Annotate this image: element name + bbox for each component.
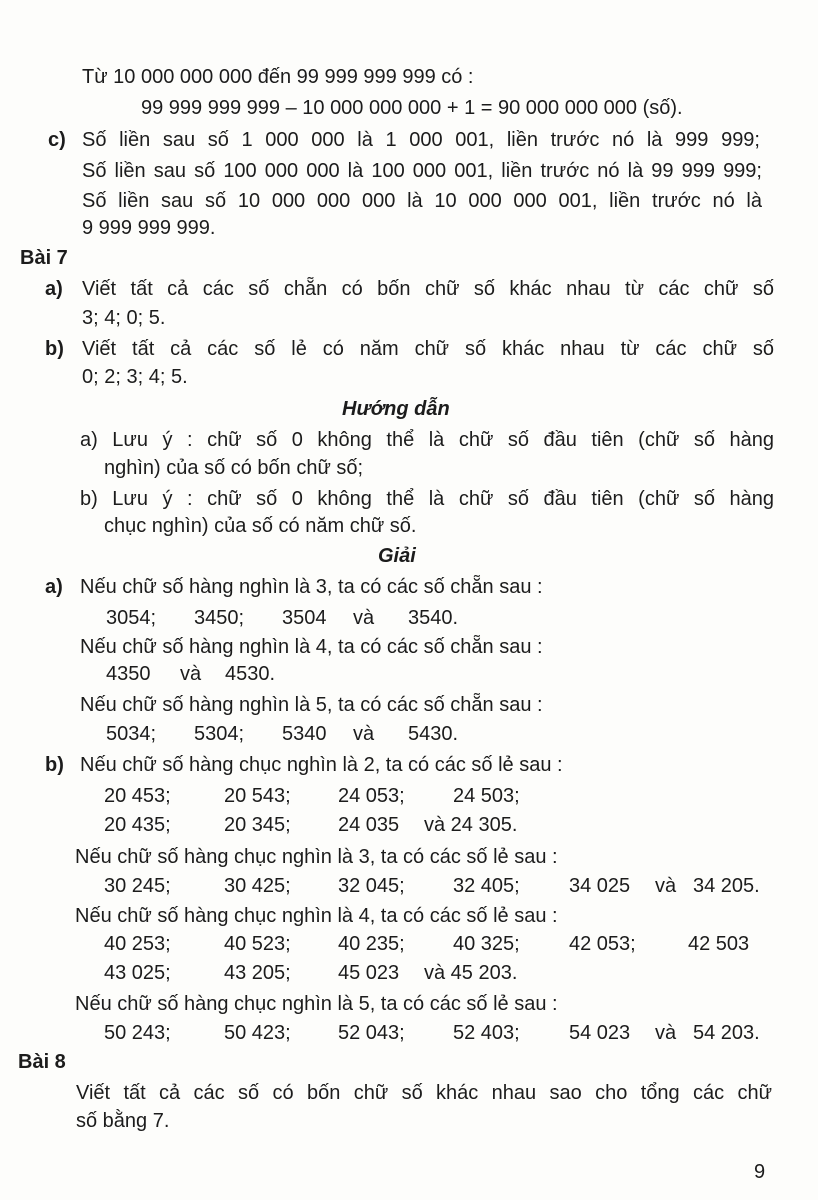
intro-line: Từ 10 000 000 000 đến 99 999 999 999 có : [82,66,474,88]
number: 5304; [194,723,245,745]
number: 50 423; [224,1022,291,1044]
guide-a-line-2: nghìn) của số có bốn chữ số; [104,457,364,479]
number: và 45 203. [424,962,518,984]
number: 5034; [106,723,157,745]
number: 40 253; [104,933,171,955]
bai8-line-1: Viết tất cả các số có bốn chữ số khác nhau sao cho tổng các chữ [76,1082,772,1104]
guide-b-line-1: b) Lưu ý : chữ số 0 không thể là chữ số đầu tiên (chữ số hàng [80,488,774,510]
conjunction: và [655,875,677,897]
number: 34 025 [569,875,631,897]
sol-a-group-4-text: Nếu chữ số hàng nghìn là 4, ta có các số chẵn sau : [80,636,543,658]
number: 24 503; [453,785,520,807]
bai8-title: Bài 8 [18,1051,66,1073]
number: 40 325; [453,933,520,955]
sol-b-group-5-text: Nếu chữ số hàng chục nghìn là 5, ta có các số lẻ sau : [75,993,558,1015]
number: 30 425; [224,875,291,897]
number: 32 045; [338,875,405,897]
number: 24 035 [338,814,400,836]
c-line-4: 9 999 999 999. [82,217,216,239]
guide-heading: Hướng dẫn [342,398,450,420]
c-line-2: Số liền sau số 100 000 000 là 100 000 001, liền trước nó là 99 999 999; [82,160,762,182]
conjunction: và [655,1022,677,1044]
item-c-label: c) [48,129,66,151]
bai7-b-label: b) [45,338,64,360]
number: 42 503 [688,933,750,955]
number: 4530. [225,663,276,685]
sol-b-group-4-text: Nếu chữ số hàng chục nghìn là 4, ta có các số lẻ sau : [75,905,558,927]
bai7-a-line-2: 3; 4; 0; 5. [82,307,166,329]
sol-b-label: b) [45,754,64,776]
bai7-b-line-1: Viết tất cả các số lẻ có năm chữ số khác nhau từ các chữ số [82,338,774,360]
number: 42 053; [569,933,636,955]
number: 30 245; [104,875,171,897]
number: 40 523; [224,933,291,955]
number: 40 235; [338,933,405,955]
number: 45 023 [338,962,400,984]
sol-a-group-3-text: Nếu chữ số hàng nghìn là 3, ta có các số chẵn sau : [80,576,543,598]
number: 20 453; [104,785,171,807]
number: 3450; [194,607,245,629]
sol-b-group-2-text: Nếu chữ số hàng chục nghìn là 2, ta có các số lẻ sau : [80,754,563,776]
sol-b-group-3-text: Nếu chữ số hàng chục nghìn là 3, ta có các số lẻ sau : [75,846,558,868]
guide-b-line-2: chục nghìn) của số có năm chữ số. [104,515,417,537]
number: 52 403; [453,1022,520,1044]
number: 4350 [106,663,151,685]
number: 5430. [408,723,459,745]
bai7-title: Bài 7 [20,247,68,269]
number: 32 405; [453,875,520,897]
number: 20 435; [104,814,171,836]
guide-a-line-1: a) Lưu ý : chữ số 0 không thể là chữ số đầu tiên (chữ số hàng [80,429,774,451]
sol-a-group-5-text: Nếu chữ số hàng nghìn là 5, ta có các số chẵn sau : [80,694,543,716]
c-line-1: Số liền sau số 1 000 000 là 1 000 001, liền trước nó là 999 999; [82,129,760,151]
number: 3054; [106,607,157,629]
number: và 24 305. [424,814,518,836]
c-line-3: Số liền sau số 10 000 000 000 là 10 000 000 001, liền trước nó là [82,190,762,212]
number: 52 043; [338,1022,405,1044]
number: 5340 [282,723,327,745]
number: 50 243; [104,1022,171,1044]
page-number: 9 [754,1161,766,1183]
bai7-a-label: a) [45,278,63,300]
number: 43 205; [224,962,291,984]
number: 20 543; [224,785,291,807]
bai8-line-2: số bằng 7. [76,1110,170,1132]
number: 3504 [282,607,327,629]
bai7-a-line-1: Viết tất cả các số chẵn có bốn chữ số khác nhau từ các chữ số [82,278,774,300]
conjunction: và [180,663,202,685]
number: 24 053; [338,785,405,807]
conjunction: và [353,723,375,745]
number: 3540. [408,607,459,629]
number: 54 023 [569,1022,631,1044]
number: 43 025; [104,962,171,984]
number: 20 345; [224,814,291,836]
number: 34 205. [693,875,760,897]
solution-heading: Giải [378,545,416,567]
calc-line: 99 999 999 999 – 10 000 000 000 + 1 = 90 000 000 000 (số). [141,97,683,119]
number: 54 203. [693,1022,760,1044]
conjunction: và [353,607,375,629]
bai7-b-line-2: 0; 2; 3; 4; 5. [82,366,188,388]
sol-a-label: a) [45,576,63,598]
